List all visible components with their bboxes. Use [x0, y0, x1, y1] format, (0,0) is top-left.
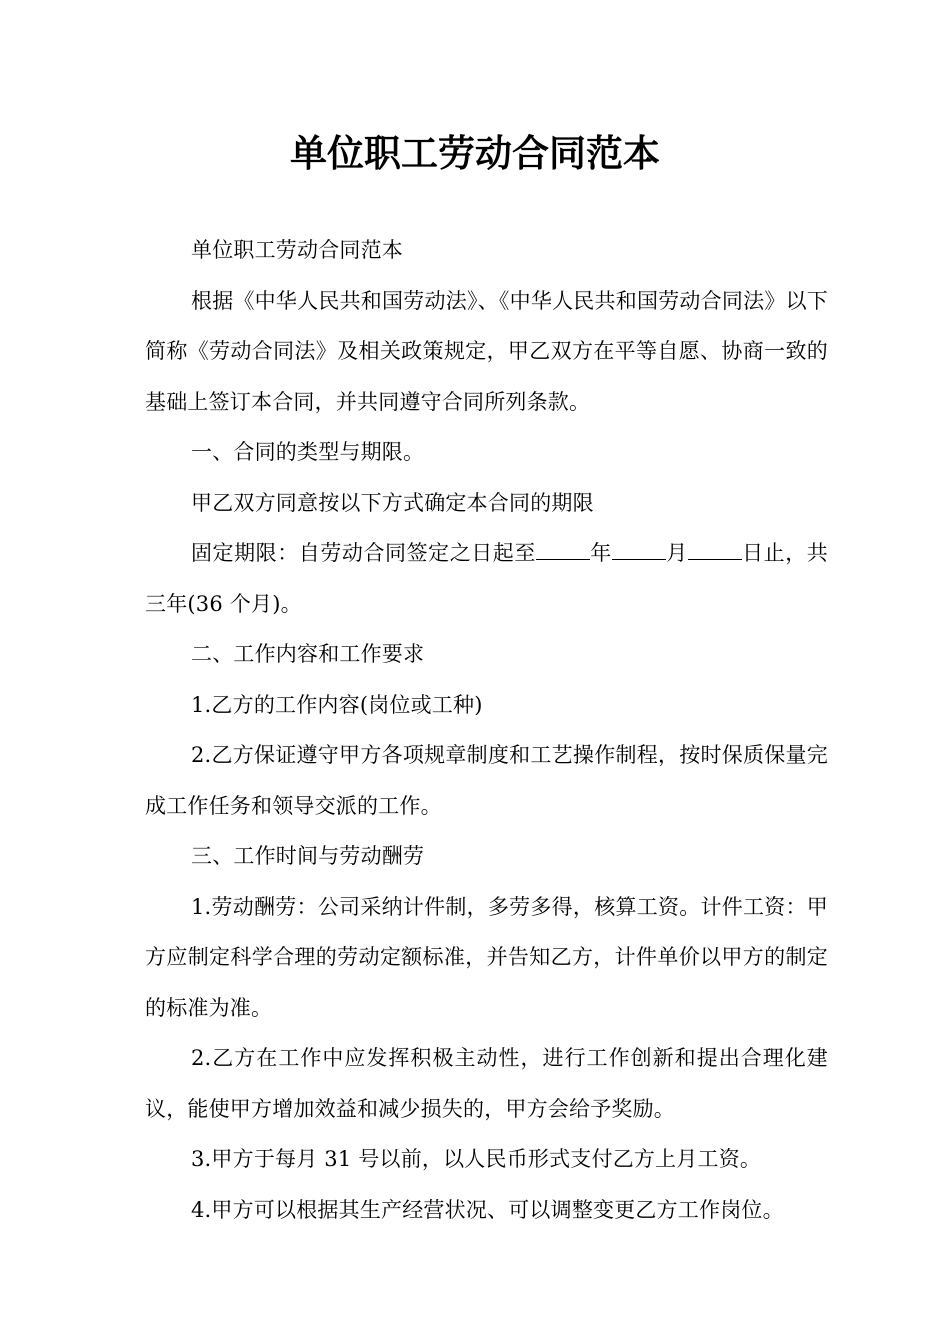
- paragraph-work-content-2: 2.乙方保证遵守甲方各项规章制度和工艺操作制程，按时保质保量完成工作任务和领导交派的工作。: [145, 743, 828, 818]
- month-blank: [612, 539, 666, 560]
- paragraph-remuneration-2: 2.乙方在工作中应发挥积极主动性，进行工作创新和提出合理化建议，能使甲方增加效益和减少损失的，甲方会给予奖励。: [145, 1046, 828, 1121]
- day-blank: [688, 539, 742, 560]
- paragraph-remuneration-3: 3.甲方于每月 31 号以前，以人民币形式支付乙方上月工资。: [191, 1147, 762, 1171]
- document-body: [145, 225, 828, 1235]
- paragraph-remuneration-1: 1.劳动酬劳：公司采纳计件制，多劳多得，核算工资。计件工资：甲方应制定科学合理的劳动定额标准，并告知乙方，计件单价以甲方的制定的标准为准。: [145, 894, 828, 1020]
- fixed-term-text-end: 日止，共三年(36 个月)。: [145, 541, 828, 616]
- paragraph-remuneration-4: 4.甲方可以根据其生产经营状况、可以调整变更乙方工作岗位。: [191, 1197, 784, 1222]
- fixed-term-text-start: 固定期限：自劳动合同签定之日起至: [191, 541, 536, 565]
- document-title: 单位职工劳动合同范本: [290, 132, 660, 175]
- paragraph-fixed-term: [145, 528, 828, 629]
- section-heading-work-content: 二、工作内容和工作要求: [191, 642, 425, 666]
- section-heading-work-time: 三、工作时间与劳动酬劳: [191, 844, 425, 868]
- paragraph-subtitle: 单位职工劳动合同范本: [191, 238, 403, 262]
- paragraph-work-content-1: 1.乙方的工作内容(岗位或工种): [191, 692, 483, 717]
- year-label: 年: [589, 541, 612, 565]
- month-label: 月: [665, 541, 688, 565]
- section-heading-contract-type: 一、合同的类型与期限。: [191, 440, 425, 464]
- paragraph-term-method: 甲乙双方同意按以下方式确定本合同的期限: [191, 490, 594, 515]
- paragraph-preamble: 根据《中华人民共和国劳动法》、《中华人民共和国劳动合同法》以下简称《劳动合同法》及相关政策规定，甲乙双方在平等自愿、协商一致的基础上签订本合同，并共同遵守合同所列条款。: [145, 288, 828, 414]
- year-blank: [536, 539, 590, 560]
